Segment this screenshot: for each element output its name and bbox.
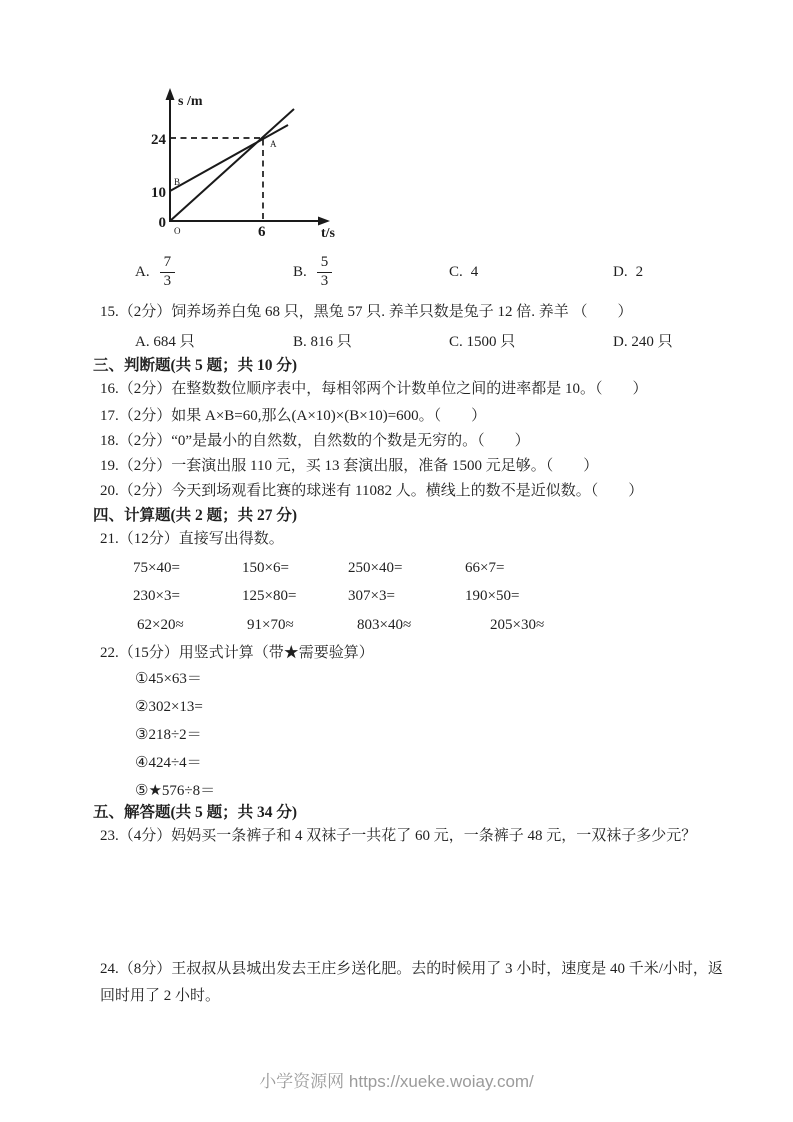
calc-item: 250×40=: [348, 560, 403, 576]
x-tick-6: 6: [258, 224, 266, 240]
option-a: A. 684 只: [135, 334, 195, 350]
site-watermark: 小学资源网 https://xueke.woiay.com/: [259, 1072, 534, 1091]
option-c: [449, 264, 613, 281]
option-c-label: C.: [449, 263, 463, 280]
option-d-value: 2: [635, 263, 644, 280]
vertical-calc-item-4: ④424÷4＝: [135, 755, 202, 771]
origin-zero-label: 0: [158, 215, 166, 231]
option-a-label: A.: [135, 263, 150, 280]
calc-item: 803×40≈: [357, 617, 412, 633]
option-b-label: B.: [293, 263, 307, 280]
point-b-label: B: [174, 177, 181, 187]
question-22-text: 22.（15分）用竖式计算（带★需要验算）: [100, 645, 374, 661]
y-axis-label: s /m: [178, 94, 203, 109]
calc-row-2: [133, 588, 519, 605]
option-b: B. 816 只: [293, 334, 352, 350]
calc-item: 307×3=: [348, 588, 395, 604]
question-17-text: 17.（2分）如果 A×B=60,那么(A×10)×(B×10)=600。（ ）: [100, 408, 487, 424]
calc-item: 125×80=: [242, 588, 297, 604]
fraction-denominator: 3: [163, 272, 172, 289]
question-20-text: 20.（2分）今天到场观看比赛的球迷有 11082 人。横线上的数不是近似数。（ ）: [100, 483, 644, 499]
question-16-text: 16.（2分）在整数数位顺序表中，每相邻两个计数单位之间的进率都是 10。（ ）: [100, 381, 648, 397]
origin-point-label: O: [174, 226, 181, 236]
calc-item: 150×6=: [242, 560, 289, 576]
option-d: D. 240 只: [613, 334, 673, 350]
question-24-text: 24.（8分）王叔叔从县城出发去王庄乡送化肥。去的时候用了 3 小时，速度是 40 千米/小时，返回时用了 2 小时。: [100, 961, 723, 1004]
vertical-calc-item-2: ②302×13=: [135, 699, 203, 715]
x-axis-label: t/s: [321, 226, 335, 241]
calc-item: 205×30≈: [490, 617, 545, 633]
speed-time-graph: [130, 88, 358, 250]
option-d: [613, 264, 643, 281]
fraction-denominator: 3: [320, 272, 329, 289]
vertical-calc-item-3: ③218÷2＝: [135, 727, 202, 743]
y-axis-arrow-icon: [166, 88, 175, 100]
calc-item: 190×50=: [465, 588, 520, 604]
calc-item: 230×3=: [133, 588, 180, 604]
calc-item: 75×40=: [133, 560, 180, 576]
fraction-five-thirds: [317, 254, 333, 290]
calc-item: 91×70≈: [247, 617, 294, 633]
question-15-text: 15.（2分）饲养场养白兔 68 只，黑兔 57 只. 养羊只数是兔子 12 倍. 养羊 （ ）: [100, 304, 633, 320]
fraction-numerator: 5: [317, 254, 333, 272]
option-d-label: D.: [613, 263, 628, 280]
section-judgement-heading: 三、判断题(共 5 题；共 10 分): [93, 357, 298, 374]
y-tick-24: 24: [151, 132, 166, 148]
option-c-value: 4: [470, 263, 479, 280]
vertical-calc-item-1: ①45×63＝: [135, 671, 202, 687]
calc-row-3: [137, 617, 544, 634]
option-b: [293, 254, 449, 290]
vertical-calc-item-5: ⑤★576÷8＝: [135, 783, 216, 799]
question-23-text: 23.（4分）妈妈买一条裤子和 4 双袜子一共花了 60 元，一条裤子 48 元，一双袜子多少元？: [100, 828, 697, 844]
question-14-options: [135, 250, 643, 294]
y-tick-10: 10: [151, 185, 166, 201]
option-a: [135, 254, 293, 290]
question-19-text: 19.（2分）一套演出服 110 元，买 13 套演出服，准备 1500 元足够。（ ）: [100, 458, 599, 474]
calc-item: 62×20≈: [137, 617, 184, 633]
option-c: C. 1500 只: [449, 334, 516, 350]
question-18-text: 18.（2分）“0”是最小的自然数，自然数的个数是无穷的。（ ）: [100, 433, 530, 449]
calc-row-1: [133, 560, 504, 577]
question-15-options: [135, 330, 673, 351]
calc-item: 66×7=: [465, 560, 505, 576]
section-word-problems-heading: 五、解答题(共 5 题；共 34 分): [93, 804, 298, 821]
point-a-label: A: [270, 139, 277, 149]
line-from-10: [170, 125, 288, 191]
question-21-text: 21.（12分）直接写出得数。: [100, 531, 284, 547]
fraction-numerator: 7: [160, 254, 176, 272]
fraction-seven-thirds: [160, 254, 176, 290]
line-through-origin: [170, 109, 294, 221]
x-axis-arrow-icon: [318, 217, 330, 226]
section-calculation-heading: 四、计算题(共 2 题；共 27 分): [93, 507, 298, 524]
